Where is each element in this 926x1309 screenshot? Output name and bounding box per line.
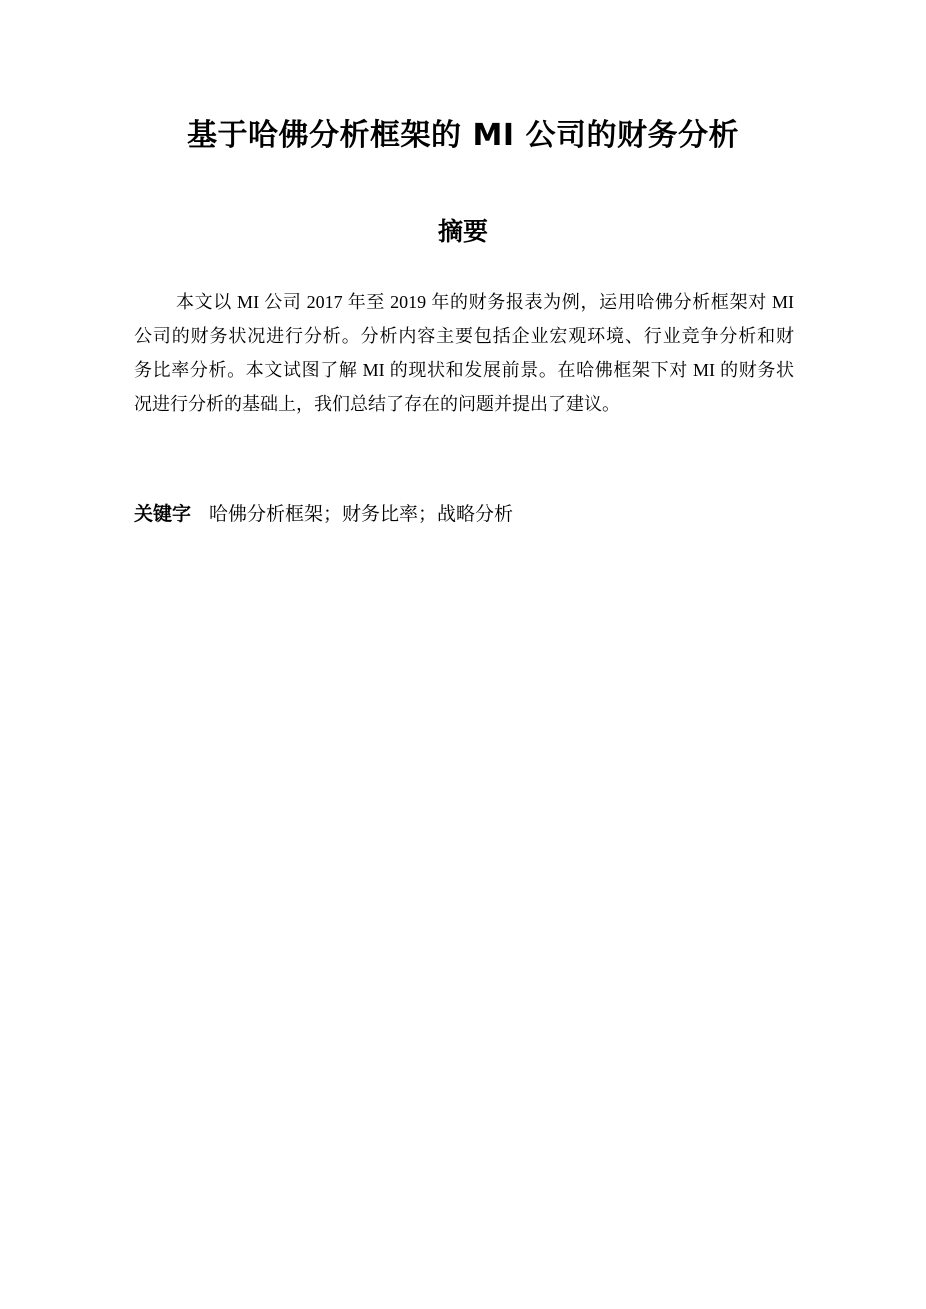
abstract-line-3: 务比率分析。本文试图了解 MI 的现状和发展前景。在哈佛框架下对 MI 的财务状 xyxy=(134,360,794,380)
abstract-line-2: 公司的财务状况进行分析。分析内容主要包括企业宏观环境、行业竞争分析和财 xyxy=(134,326,794,346)
abstract-line-4: 况进行分析的基础上，我们总结了存在的问题并提出了建议。 xyxy=(134,394,620,414)
abstract-heading: 摘要 xyxy=(437,217,488,246)
abstract-paragraph xyxy=(134,285,794,421)
abstract-line-1: 本文以 MI 公司 2017 年至 2019 年的财务报表为例，运用哈佛分析框架对 MI xyxy=(176,292,794,312)
document-title: 基于哈佛分析框架的 MI 公司的财务分析 xyxy=(187,118,739,153)
keywords-row xyxy=(134,497,794,532)
keywords-text: 哈佛分析框架；财务比率；战略分析 xyxy=(209,504,514,525)
keywords-label: 关键字 xyxy=(134,503,192,525)
